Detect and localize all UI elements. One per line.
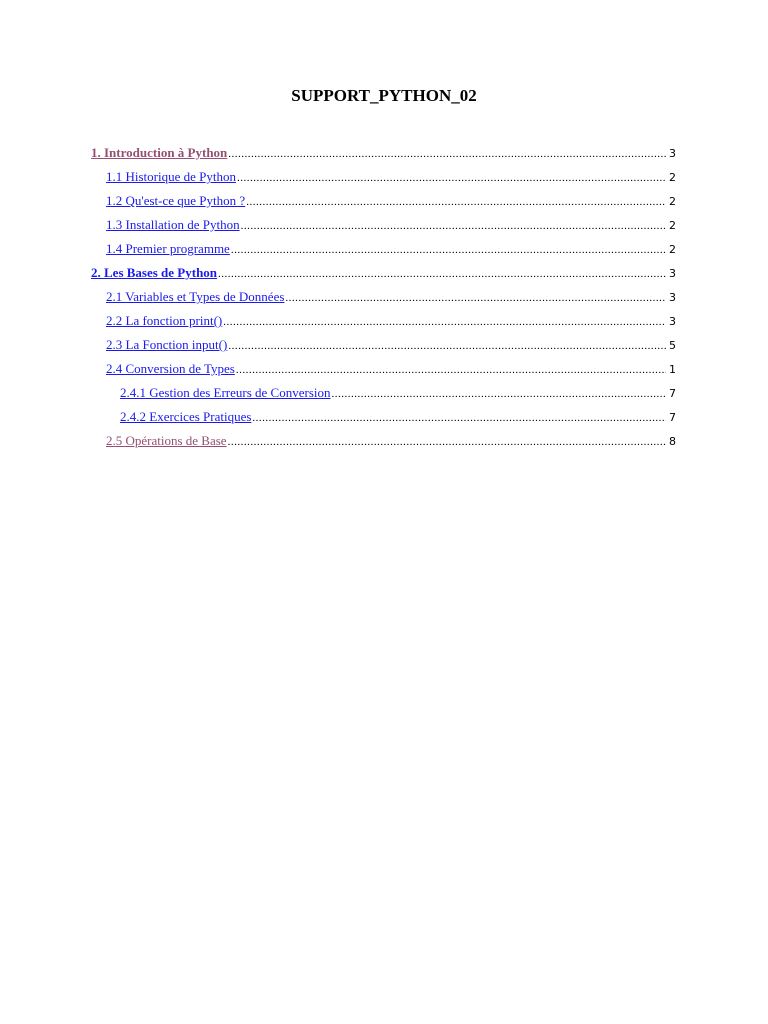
toc-leader — [246, 196, 666, 208]
toc-page-number: 2 — [669, 219, 676, 232]
toc-entry — [91, 433, 676, 457]
toc-link-fonction-print[interactable]: 2.2 La fonction print() — [106, 313, 223, 328]
toc-leader — [241, 220, 666, 232]
toc-entry — [91, 385, 676, 409]
toc-entry — [91, 193, 676, 217]
toc-entry — [91, 313, 676, 337]
toc-page-number: 3 — [669, 147, 676, 160]
toc-link-gestion-erreurs[interactable]: 2.4.1 Gestion des Erreurs de Conversion — [120, 385, 331, 400]
toc-link-operations-de-base[interactable]: 2.5 Opérations de Base — [106, 433, 227, 448]
toc-link-exercices-pratiques[interactable]: 2.4.2 Exercices Pratiques — [120, 409, 252, 424]
table-of-contents — [91, 145, 676, 457]
toc-leader — [252, 412, 666, 424]
toc-link-introduction[interactable]: 1. Introduction à Python — [91, 145, 228, 160]
toc-leader — [228, 340, 666, 352]
toc-entry — [91, 145, 676, 169]
toc-leader — [218, 268, 666, 280]
toc-page-number: 7 — [669, 411, 676, 424]
toc-leader — [332, 388, 667, 400]
toc-entry — [91, 409, 676, 433]
toc-entry — [91, 169, 676, 193]
toc-entry — [91, 217, 676, 241]
toc-leader — [228, 436, 666, 448]
toc-page-number: 2 — [669, 171, 676, 184]
toc-entry — [91, 361, 676, 385]
toc-link-quest-ce-que-python[interactable]: 1.2 Qu'est-ce que Python ? — [106, 193, 246, 208]
toc-link-historique[interactable]: 1.1 Historique de Python — [106, 169, 236, 184]
toc-link-bases-de-python[interactable]: 2. Les Bases de Python — [91, 265, 218, 280]
toc-page-number: 2 — [669, 243, 676, 256]
toc-leader — [223, 316, 666, 328]
toc-leader — [285, 292, 666, 304]
toc-link-fonction-input[interactable]: 2.3 La Fonction input() — [106, 337, 228, 352]
toc-link-conversion-types[interactable]: 2.4 Conversion de Types — [106, 361, 235, 376]
toc-page-number: 3 — [669, 315, 676, 328]
toc-leader — [236, 364, 666, 376]
toc-page-number: 2 — [669, 195, 676, 208]
document-title: SUPPORT_PYTHON_02 — [291, 86, 477, 105]
toc-leader — [237, 172, 666, 184]
toc-page-number: 3 — [669, 267, 676, 280]
toc-entry — [91, 241, 676, 265]
toc-link-variables-types[interactable]: 2.1 Variables et Types de Données — [106, 289, 285, 304]
toc-link-premier-programme[interactable]: 1.4 Premier programme — [106, 241, 230, 256]
toc-page-number: 8 — [669, 435, 676, 448]
toc-page-number: 3 — [669, 291, 676, 304]
toc-entry — [91, 289, 676, 313]
toc-leader — [228, 148, 666, 160]
toc-page-number: 5 — [669, 339, 676, 352]
toc-page-number: 7 — [669, 387, 676, 400]
toc-entry — [91, 337, 676, 361]
toc-entry — [91, 265, 676, 289]
toc-link-installation[interactable]: 1.3 Installation de Python — [106, 217, 240, 232]
toc-page-number: 1 — [669, 363, 676, 376]
toc-leader — [231, 244, 666, 256]
